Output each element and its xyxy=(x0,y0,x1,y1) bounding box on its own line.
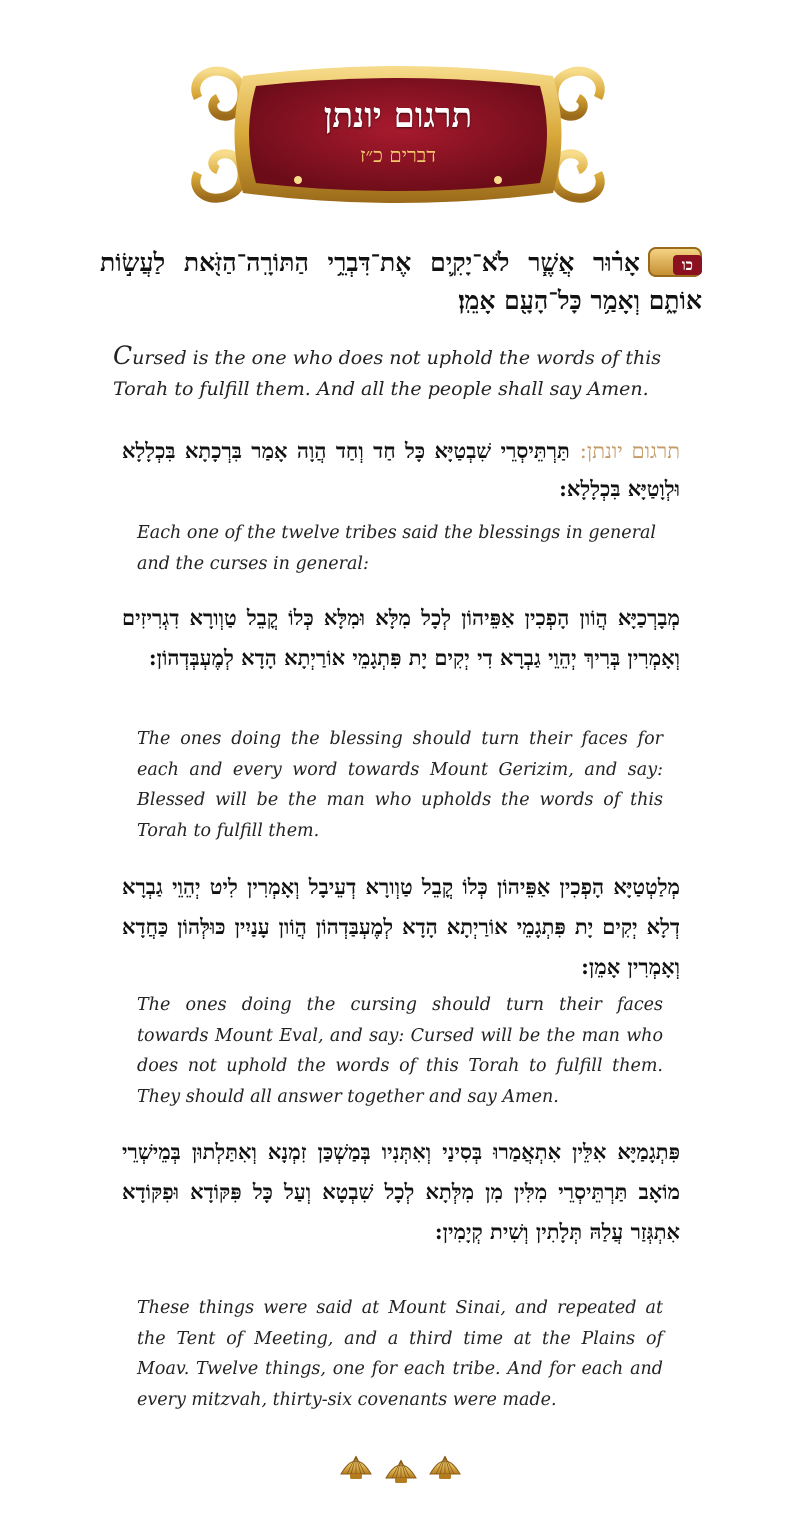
verse-hebrew-block xyxy=(100,244,702,320)
shell-icon xyxy=(386,1460,416,1483)
title-banner xyxy=(188,58,608,208)
shell-icon xyxy=(341,1456,371,1479)
targum-english-3: The ones doing the cursing should turn their faces towards Mount Eval, and say: Cursed will be the man who does not uphold the words of this Torah to fulfill them. They should all answer together and say Amen. xyxy=(137,995,663,1107)
targum-label: תרגום יונתן: xyxy=(579,439,681,463)
verse-number: כו xyxy=(673,255,702,275)
banner-title: תרגום יונתן xyxy=(323,96,473,136)
targum-hebrew-2: מְבָרְכַיָּא הֲוֹון הָפְכִין אַפֵּיהוֹן לְכָל מִלָּא וּמִלָּא כְּלוֹ קֳבֵל טַוְורָא דִגְרִיזִים וְאָמְרִין בְּרִיךְ יְהֵוֵי גַבְרָא דִי יְקִים יָת פִּתְגָמֵי אוֹרַיְתָא הָדָא לְמֶעְבְּדְהוֹן: xyxy=(122,605,680,670)
verse-number-badge xyxy=(648,247,702,277)
verse-dropcap: C xyxy=(113,341,133,370)
verse-english xyxy=(113,340,703,405)
banner-subtitle: דברים כ״ז xyxy=(359,143,437,167)
targum-hebrew-text-1: תַּרְתֵּיסְרֵי שִׁבְטַיָּא כָּל חַד וְחַד הֲוָה אָמַר בִּרְכָתָא בִּכְלָלָא וּלְוָטַיָּא בִּכְלָלָא: xyxy=(122,438,680,501)
targum-hebrew-4: פִּתְגָמַיָּא אִלֵּין אִתְאֲמַרוּ בְּסִינַי וְאִתְּנִיו בְּמַשְׁכַּן זִמְנָא וְאִתַּלְתוּן בְּמֵישְׁרֵי מוֹאָב תַּרְתֵּיסְרֵי מִלִּין מִן מִלְּתָא לְכָל שִׁבְטָא וְעַל כָּל פִּקּוֹדָא וּפִקּוֹדָא אִתְגְּזַר עֲלַהּ תְּלָתִין וְשִׁית קְיָמִין: xyxy=(122,1139,680,1244)
targum-hebrew-3: מְלַטְטַיָּא הָפְכִין אַפֵּיהוֹן כְּלוֹ קֳבֵל טַוְורָא דְעֵיבָל וְאָמְרִין לִיט יְהֵוֵי גַבְרָא דְלָא יְקִים יָת פִּתְגָמֵי אוֹרַיְתָא הָדָא לְמֶעְבַּדְהוֹן הֲוֹון עָנַיִין כּוּלְּהוֹן כַּחֲדָא וְאָמְרִין אָמֵן: xyxy=(122,874,680,979)
shell-icon xyxy=(430,1456,460,1479)
targum-hebrew-1 xyxy=(122,432,680,508)
verse-hebrew-text: אָר֗וּר אֲשֶׁ֧ר לֹא־יָקִ֛ים אֶת־דִּבְרֵ֥י הַתּוֹרָֽה־הַזֹּ֖את לַעֲשׂ֣וֹת אוֹתָ֑ם וְאָמַ֥ר כָּל־הָעָ֖ם אָמֵֽן׃ xyxy=(100,248,702,315)
targum-english-2: The ones doing the blessing should turn their faces for each and every word towards Mount Gerizim, and say: Blessed will be the man who upholds the words of this Torah to fulfill them. xyxy=(137,729,663,841)
footer-ornament xyxy=(338,1450,463,1486)
targum-english-1: Each one of the twelve tribes said the blessings in general and the curses in general: xyxy=(137,523,656,574)
verse-english-text: ursed is the one who does not uphold the words of this Torah to fulfill them. And all the people shall say Amen. xyxy=(113,347,662,400)
targum-english-4: These things were said at Mount Sinai, and repeated at the Tent of Meeting, and a third time at the Plains of Moav. Twelve things, one for each tribe. And for each and every mitzvah, thirty-six covenants were made. xyxy=(137,1298,663,1410)
